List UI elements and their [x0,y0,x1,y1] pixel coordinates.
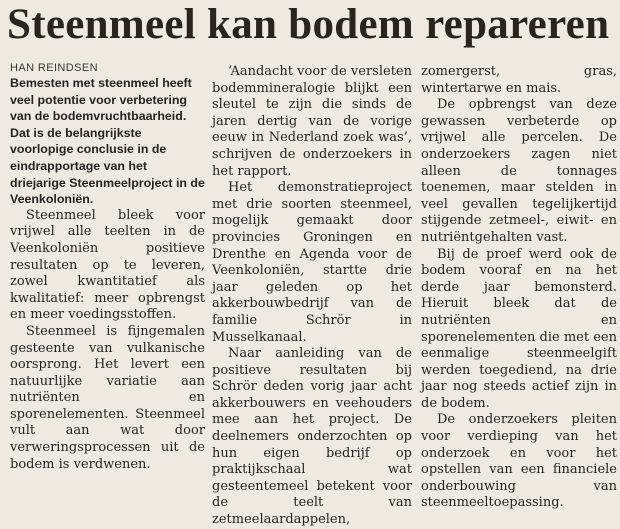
body-paragraph: Naar aanleiding van de positieve resultaten bij Schrör deden vorig jaar acht akkerbouwers en veehouders mee aan het project. De deelnemers onderzochten op hun eigen bedrijf op praktijkschaal wat gesteentemeel betekent voor de teelt van zetmeelaardappelen, [212,346,412,528]
lead-paragraph: Bemesten met steenmeel heeft veel potentie voor verbetering van de bodemvruchtbaarheid. Dat is de belangrijkste voorlopige conclusie in de eindrapportage van het driejarige Steenmeelproject in de Veenkoloniën. [10,76,205,207]
article-column-3 [421,64,617,512]
body-paragraph: De opbrengst van deze gewassen verbeterde op vrijwel alle percelen. De onderzoekers zagen niet alleen de tonnages toenemen, maar stelden in veel gevallen tegelijkertijd stijgende zetmeel-, eiwit- en nutriëntgehalten vast. [421,97,617,245]
body-paragraph: Steenmeel bleek voor vrijwel alle teelten in de Veenkoloniën positieve resultaten op te leveren, zowel kwantitatief als kwalitatief: meer opbrengst en meer voedingsstoffen. [10,207,205,323]
article-headline: Steenmeel kan bodem repareren [7,1,610,48]
article-column-2 [212,64,412,529]
body-paragraph: De onderzoekers pleiten voor verdieping van het onderzoek en voor het opstellen van een financiele onderbouwing van steenmeeltoepassing. [421,412,617,511]
body-paragraph: Het demonstratieproject met drie soorten steenmeel, mogelijk gemaakt door provincies Groningen en Drenthe en Agenda voor de Veenkoloniën, startte drie jaar geleden op het akkerbouwbedrijf van de familie Schrör in Musselkanaal. [212,180,412,345]
body-paragraph: Steenmeel is fijngemalen gesteente van vulkanische oorsprong. Het levert een natuurlijke variatie aan nutriënten en sporenelementen. Steenmeel vult aan wat door verweringsprocessen uit de bodem is verdwenen. [10,323,205,472]
body-paragraph: zomergerst, gras, wintertarwe en mais. [421,64,617,96]
body-paragraph: Bij de proef werd ook de bodem vooraf en na het derde jaar bemonsterd. Hieruit bleek dat de nutriënten en sporenelementen die met een eenmalige steenmeelgift werden toegediend, na drie jaar nog steeds actief zijn in de bodem. [421,246,617,411]
byline: HAN REINDSEN [10,62,98,74]
body-paragraph: ‘Aandacht voor de versleten bodemmineralogie blijkt een sleutel te zijn die sinds de jaren dertig van de vorige eeuw in Nederland zoek was’, schrijven de onderzoekers in het rapport. [212,64,412,179]
article-column-1 [10,62,205,473]
